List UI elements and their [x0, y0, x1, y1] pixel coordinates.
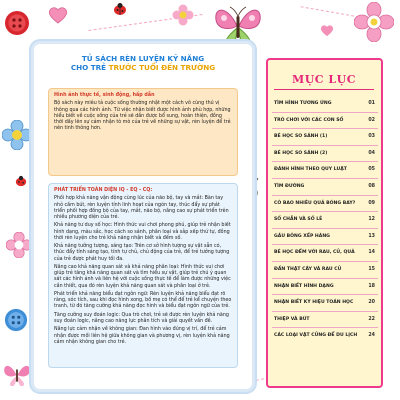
toc-item-title: TRÒ CHƠI VỚI CÁC CON SỐ [274, 117, 344, 123]
card-title-line2-a: CHO TRẺ [70, 63, 107, 72]
toc-item[interactable] [272, 312, 378, 329]
toc-item[interactable] [272, 229, 378, 246]
toc-item-title: TÌM HÌNH TƯƠNG ỨNG [274, 101, 332, 106]
toc-item-title: THIỆP VÀ BÚT [274, 316, 310, 322]
red-button-icon [4, 10, 30, 36]
toc-item-page: 03 [368, 134, 375, 140]
toc-item-title: TÌM ĐƯỜNG [274, 183, 305, 189]
small-heart-icon [320, 24, 334, 37]
development-paragraph: Nâng cao khả năng quan sát và khả năng phân loại: Hình thức vui chơi giúp trẻ tăng khả năng quan sát và tìm hiểu sự vật, giúp trẻ chú ý quan sát các hình ảnh và liên hệ với cuộc sống thực tế để làm được những việc cần thiết, qua đó rèn luyện khả năng quan sát và phân loại ở trẻ. [54, 264, 231, 289]
toc-item-page: 20 [368, 300, 375, 306]
development-paragraph: Khả năng tư duy số học: Hình thức vui chơi phong phú, giúp trẻ nhận biết hình dạng, màu sắc, học cách so sánh, phân loại và sắp xếp thứ tự, đồng thời rèn luyện cho trẻ khả năng nhận biết và đếm số. [54, 223, 231, 241]
toc-item-title: ĐẦN THẬT CÂY VÀ RAU CỦ [274, 266, 342, 272]
toc-item-page: 05 [368, 167, 375, 173]
toc-item[interactable] [272, 295, 378, 312]
toc-item-title: NHẬN BIẾT KÝ HIỆU TOÁN HỌC [274, 300, 354, 306]
toc-item-title: NHẬN BIẾT HÌNH DẠNG [274, 283, 334, 289]
toc-item[interactable] [272, 146, 378, 163]
toc-item-title: BÉ HỌC SO SÁNH (2) [274, 150, 328, 156]
blue-flower-icon [2, 120, 32, 150]
toc-item-page: 13 [368, 233, 375, 239]
toc-item[interactable] [272, 212, 378, 229]
pink-flower-icon [6, 232, 32, 258]
table-of-contents [266, 58, 383, 388]
development-paragraph: Phát triển khả năng biểu đạt ngôn ngữ: Rèn luyện khả năng biểu đạt rõ ràng, sóc tích, sau khi đọc hình xong, bố mẹ có thể để trẻ kể chuyện theo tranh, từ đó tăng cường khả năng đọc hình và biểu đạt ngôn ngữ của trẻ. [54, 291, 232, 310]
development-paragraph: Nâng lực cảm nhận về không gian: Đan hình vào đúng vị trí, để trẻ cảm nhận được mối liên hệ giữa không gian và phương vị, rèn luyện khả năng cảm nhận không gian cho trẻ. [54, 327, 230, 345]
toc-item[interactable] [272, 328, 378, 344]
ladybug-left-icon [14, 175, 28, 187]
toc-item[interactable] [272, 96, 378, 113]
card-title-line2-b: TRƯỚC TUỔI ĐẾN TRƯỜNG [108, 63, 216, 72]
intro-box [48, 88, 238, 176]
large-flower-icon [354, 2, 394, 42]
toc-item-title: BÉ HỌC SO SÁNH (1) [274, 134, 328, 140]
heart-icon [48, 6, 68, 24]
toc-item[interactable] [272, 196, 378, 213]
toc-item-page: 04 [368, 150, 375, 156]
ladybug-icon [112, 2, 128, 16]
blue-button-icon [4, 308, 28, 332]
toc-item-page: 02 [368, 117, 375, 123]
toc-item-title: GẮU BÔNG XẾP HÀNG [274, 233, 330, 239]
toc-item-title: CÁC LOẠI VẬT CỦNG ĐỂ DU LỊCH [274, 333, 358, 339]
toc-item-page: 18 [368, 283, 375, 289]
toc-item-title: CÓ BAO NHIÊU QUẢ BÓNG BAY? [274, 200, 356, 206]
toc-item-page: 09 [368, 200, 375, 206]
development-box [48, 183, 238, 368]
card-title [34, 54, 252, 72]
toc-item[interactable] [272, 245, 378, 262]
card-title-line1: TỦ SÁCH RÈN LUYỆN KỸ NĂNG [81, 54, 205, 63]
toc-item-page: 08 [368, 183, 375, 189]
toc-list [272, 96, 378, 344]
development-paragraph: Tăng cường suy đoán logic: Qua trò chơi, trẻ sẽ được rèn luyện khả năng suy đoán logic, nâng cao năng lực phân tích và giải quyết vấn đề. [54, 312, 229, 324]
toc-item[interactable] [272, 279, 378, 296]
toc-item[interactable] [272, 262, 378, 279]
info-card [34, 44, 252, 389]
intro-paragraph: Bộ sách này miêu tả cuộc sống thường nhật một cách vô cùng thú vị thông qua các hình ảnh. Từ việc nhận biết được hình ảnh phù hợp, những hiểu biết về cuộc sống của trẻ sẽ dần được bổ sung, hoàn thiện, đồng thời dấy lên sự cảm nhận tò mò của trẻ về những sự vật, rèn luyện để trẻ nên tinh thông hơn. [54, 101, 231, 132]
development-paragraph: Khả năng tưởng tượng, sáng tạo: Trên cơ sở hình tượng sự vật sẵn có, thúc đẩy tính sáng tạo, tính tự chủ, chủ động của trẻ, để trẻ tưởng tượng của trẻ được phát huy tối đa. [54, 244, 230, 262]
toc-item[interactable] [272, 129, 378, 146]
flower-icon [172, 4, 194, 26]
toc-title: MỤC LỤC [292, 73, 356, 86]
toc-item[interactable] [272, 162, 378, 179]
development-heading: PHÁT TRIỂN TOÀN DIỆN IQ - EQ - CQ: [54, 188, 153, 193]
toc-title-divider [274, 89, 374, 90]
intro-heading: Hình ảnh thực tế, sinh động, hấp dẫn [54, 93, 155, 98]
small-butterfly-icon [2, 362, 32, 388]
development-paragraph: Phối hợp khả năng vận động cùng lúc của não bộ, tay và mắt: Bàn tay nhỏ cầm bút, rèn luyện tính linh hoạt của ngón tay, thúc đẩy sự phát triển phối hợp đồng bộ của tay, mắt, não bộ, nâng cao sự phát triển trên nhiều phương diện của trẻ. [54, 196, 229, 220]
toc-item-page: 22 [368, 316, 375, 322]
toc-item[interactable] [272, 113, 378, 130]
toc-item-page: 14 [368, 250, 375, 256]
toc-item[interactable] [272, 179, 378, 196]
toc-item-title: ĐÁNH HÌNH THEO QUY LUẬT [274, 167, 347, 173]
toc-item-page: 15 [368, 266, 375, 272]
toc-item-title: BÉ HỌC ĐẾM VỚI RAU, CỦ, QUẢ [274, 250, 355, 256]
toc-item-page: 01 [368, 101, 375, 106]
butterfly-icon [212, 4, 264, 48]
toc-item-page: 12 [368, 217, 375, 223]
toc-item-title: SỐ CHẴN VÀ SỐ LẺ [274, 217, 323, 223]
toc-item-page: 24 [368, 333, 375, 339]
card-title-line2 [34, 63, 252, 72]
